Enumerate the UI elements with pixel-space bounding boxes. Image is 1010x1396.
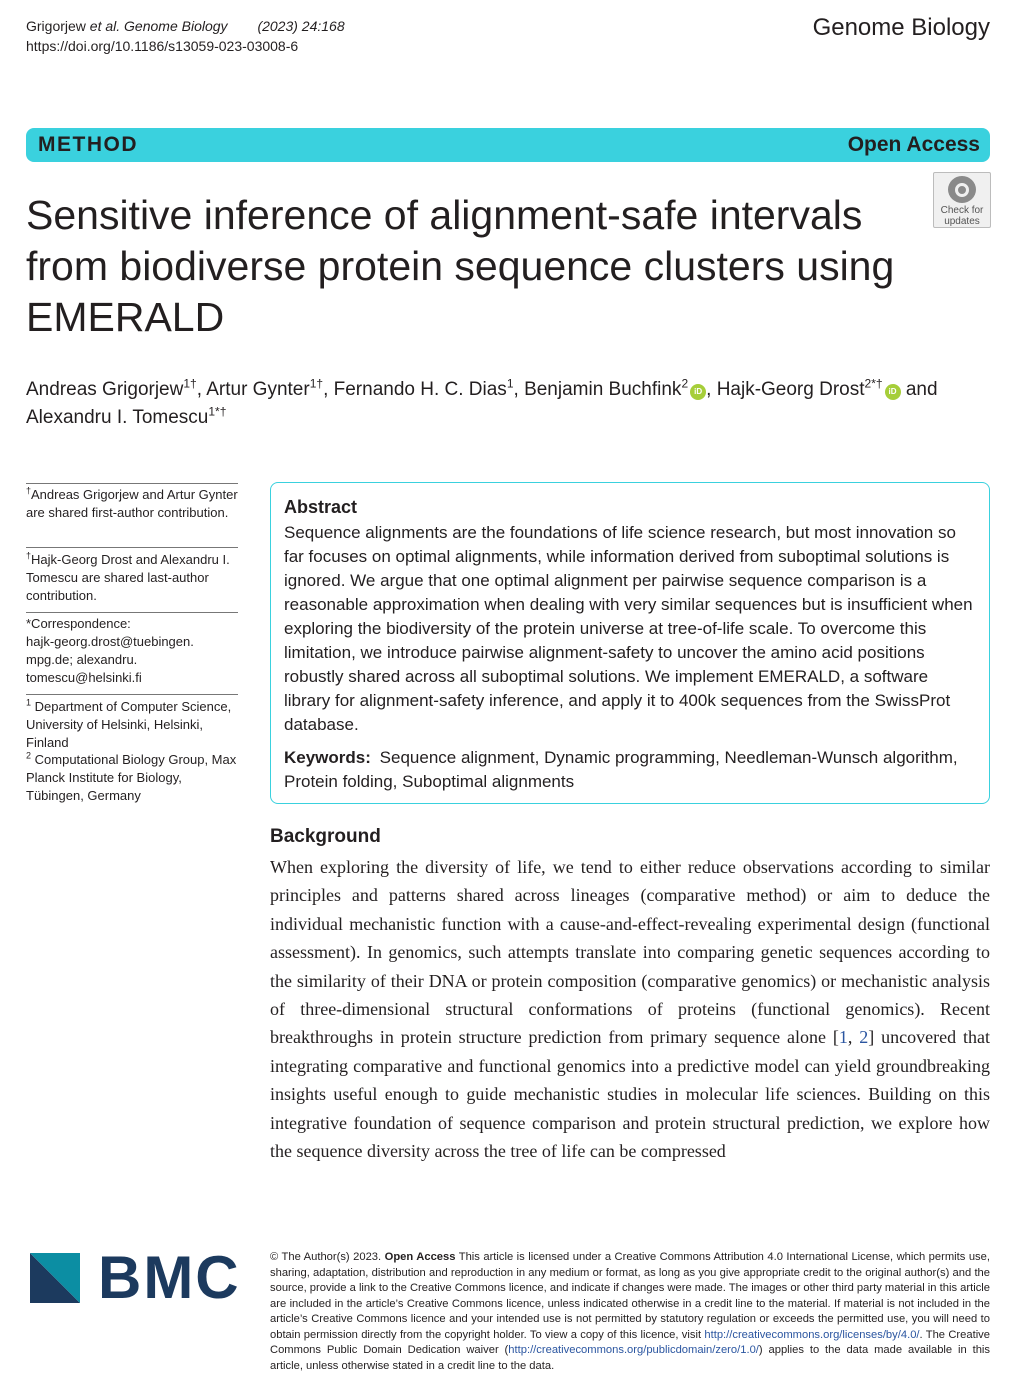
reference-link[interactable]: 2 <box>859 1027 869 1048</box>
author-affiliation-mark: 2*† <box>864 376 883 391</box>
citation-author: Grigorjew <box>26 18 86 34</box>
open-access-label: Open Access <box>847 133 980 156</box>
author-affiliation-mark: 1*† <box>208 404 227 419</box>
sidebar-divider <box>26 694 238 695</box>
sidebar-divider <box>26 612 238 613</box>
orcid-icon[interactable]: iD <box>690 384 706 400</box>
sidebar-divider <box>26 483 238 484</box>
check-updates-icon <box>948 176 976 203</box>
check-for-updates-badge[interactable] <box>933 172 991 228</box>
doi-link[interactable]: https://doi.org/10.1186/s13059-023-03008-6 <box>26 38 299 54</box>
author-name: Artur Gynter <box>206 379 310 400</box>
sidebar-divider <box>26 547 238 548</box>
keywords-label: Keywords: <box>284 748 371 767</box>
running-header <box>26 16 345 56</box>
author-name: Andreas Grigorjew <box>26 379 184 400</box>
article-type: METHOD <box>38 133 138 156</box>
section-heading-background: Background <box>270 826 381 847</box>
author-affiliation-mark: 1 <box>506 376 514 391</box>
check-updates-label: Check for updates <box>940 205 984 227</box>
orcid-icon[interactable]: iD <box>885 384 901 400</box>
affiliation-2: $^2$ Computational Biology Group, Max Planck Institute for Biology, Tübingen, Germany <box>26 750 237 803</box>
abstract-heading: Abstract <box>284 497 358 517</box>
bmc-logo <box>30 1244 241 1311</box>
license-statement: © The Author(s) 2023. Open Access This article is licensed under a Creative Commons Attribution 4.0 International License, which permits use, sharing, adaptation, distribution and reproduction in any medium or format, as long as you give appropriate credit to the original author(s) and the source, provide a link to the Creative Commons licence, and indicate if changes were made. The images or other third party material in this article are included in the article’s Creative Commons licence, unless indicated otherwise in a credit line to the material. If material is not included in the article’s Creative Commons licence and your intended use is not permitted by statutory regulation or exceeds the permitted use, you will need to obtain permission directly from the copyright holder. To view a copy of this licence, visit http://creativecommons.org/licenses/by/4.0/. The Creative Commons Public Domain Dedication waiver (http://creativecommons.org/publicdomain/zero/1.0/) applies to the data made available in this article, unless otherwise stated in a credit line to the data. <box>270 1251 990 1372</box>
public-domain-link[interactable]: http://creativecommons.org/publicdomain/zero/1.0/ <box>508 1344 759 1356</box>
correspondence-email[interactable]: tomescu@helsinki.fi <box>26 670 142 685</box>
license-link[interactable]: http://creativecommons.org/licenses/by/4.0/ <box>704 1328 920 1341</box>
keywords-list: Sequence alignment, Dynamic programming, Needleman-Wunsch algorithm, Protein folding, Suboptimal alignments <box>284 748 958 791</box>
shared-first-author-note: †Andreas Grigorjew and Artur Gynter are shared first-author contribution. <box>26 485 238 520</box>
citation-journal: et al. Genome Biology <box>89 18 228 34</box>
citation-line <box>26 16 345 36</box>
author-affiliation-mark: 2 <box>681 376 689 391</box>
author-list: Andreas Grigorjew$^{1\dagger}$, Artur Gynter$^{1\dagger}$, Fernando H. C. Dias$^1$, Benjamin Buchfink$^2$iD , Hajk-Georg Drost$^{2*\dagger}$iD and Alexandru I. Tomescu$^{1*\dagger}$ <box>26 376 938 428</box>
author-name: Alexandru I. Tomescu <box>26 407 209 428</box>
journal-name: Genome Biology <box>812 14 990 41</box>
author-affiliation-mark: 1† <box>183 376 197 391</box>
correspondence <box>26 615 238 687</box>
affiliation-1: $^1$ Department of Computer Science, University of Helsinki, Helsinki, Finland <box>26 697 232 750</box>
abstract-text: Sequence alignments are the foundations of life science research, but most innovation so far focuses on optimal alignments, while information derived from suboptimal solutions is ignored. We argue that one optimal alignment per pairwise sequence comparison is a reasonable approximation when dealing with very similar sequences but is insufficient when exploring the biodiversity of the protein universe at tree-of-life scale. To overcome this limitation, we introduce pairwise alignment-safety to uncover the amino acid positions robustly shared across all suboptimal solutions. We implement EMERALD, a software library for alignment-safety inference, and apply it to 400k sequences from the SwissProt database. <box>284 523 973 734</box>
correspondence-label: *Correspondence: <box>26 616 131 631</box>
author-name: Hajk-Georg Drost <box>716 379 865 400</box>
article-type-banner <box>26 128 990 162</box>
bmc-logo-text: BMC <box>98 1244 241 1311</box>
bmc-logo-mark <box>30 1253 80 1303</box>
license-open-access: Open Access <box>384 1251 456 1263</box>
author-affiliation-mark: 1† <box>309 376 324 391</box>
author-name: Fernando H. C. Dias <box>333 379 507 400</box>
shared-last-author-note: †Hajk-Georg Drost and Alexandru I. Tomescu are shared last-author contribution. <box>26 550 230 603</box>
author-name: Benjamin Buchfink <box>524 379 682 400</box>
citation-year: (2023) 24:168 <box>257 18 345 34</box>
correspondence-email[interactable]: hajk-georg.drost@tuebingen. <box>26 634 194 649</box>
keywords <box>284 746 975 794</box>
reference-link[interactable]: 1 <box>838 1027 848 1048</box>
article-title: Sensitive inference of alignment-safe intervals from biodiverse protein sequence clusters using EMERALD <box>26 192 895 340</box>
correspondence-email[interactable]: mpg.de; alexandru. <box>26 652 138 667</box>
abstract-box <box>270 482 990 804</box>
background-paragraph: When exploring the diversity of life, we tend to either reduce observations according to similar principles and patterns shared across lineages (comparative method) or aim to deduce the individual mechanistic function with a cause-and-effect-revealing experimental design (functional assessment). In genomics, such attempts translate into comparing genetic sequences according to the similarity of their DNA or protein composition (comparative genomics) or mechanistic analysis of three-dimensional structural conformations of proteins (functional genomics). Recent breakthroughs in protein structure prediction from primary sequence alone [1, 2] uncovered that integrating comparative and functional genomics into a predictive model can yield groundbreaking insights useful enough to guide mechanistic studies in molecular life sciences. Building on this integrative foundation of sequence comparison and protein structural prediction, we explore how the sequence diversity across the tree of life can be compressed <box>270 857 991 1162</box>
